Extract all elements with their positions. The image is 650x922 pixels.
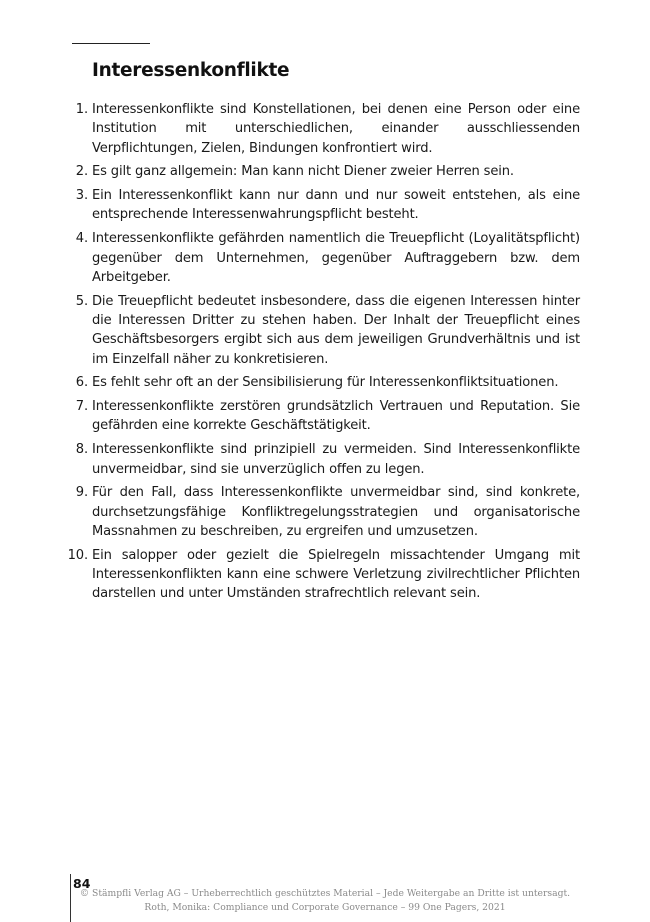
list-item <box>75 483 580 541</box>
list-item-text: Interessenkonflikte sind prinzipiell zu vermeiden. Sind Interessenkonflikte unvermeidbar, sind sie unverzüglich offen zu legen. <box>92 442 580 477</box>
list-item-text: Es fehlt sehr oft an der Sensibilisierung für Interessenkonfliktsituationen. <box>92 375 559 391</box>
list-item-text: Für den Fall, dass Interessenkonflikte unvermeidbar sind, sind konkrete, durchsetzungsfähige Konfliktregelungsstrategien und organisatorische Massnahmen zu beschreiben, zu ergreifen und umzusetzen. <box>92 485 580 539</box>
list-item-text: Interessenkonflikte sind Konstellationen, bei denen eine Person oder eine Institution mit unterschiedlichen, einander ausschliessenden Verpflichtungen, Zielen, Bindungen konfrontiert wird. <box>92 102 580 156</box>
list-item <box>67 546 580 604</box>
list-item-text: Ein salopper oder gezielt die Spielregeln missachtender Umgang mit Interessenkonflikten kann eine schwere Verletzung zivilrechtlicher Pflichten darstellen und unter Umständen strafrechtlich relevant sein. <box>92 547 580 602</box>
list-item <box>75 100 580 158</box>
list-item-number: 1. <box>75 102 88 117</box>
top-rule <box>72 43 150 44</box>
list-item-number: 7. <box>75 399 88 415</box>
list-item <box>75 162 580 181</box>
list-item-number: 6. <box>75 375 88 391</box>
list-item <box>75 440 580 479</box>
list-item-number: 5. <box>75 293 88 309</box>
page-title: Interessenkonflikte <box>92 60 290 81</box>
list-item <box>75 292 580 369</box>
page-margin-rule <box>70 874 71 922</box>
list-item-text: Es gilt ganz allgemein: Man kann nicht Diener zweier Herren sein. <box>92 164 514 180</box>
list-item-text: Interessenkonflikte gefährden namentlich die Treuepflicht (Loyalitätspflicht) gegenüber dem Unternehmen, gegenüber Auftraggebern bzw. dem Arbeitgeber. <box>92 231 580 285</box>
copyright-notice <box>75 887 575 915</box>
list-item-text: Die Treuepflicht bedeutet insbesondere, dass die eigenen Interessen hinter die Interessen Dritter zu stehen haben. Der Inhalt der Treuepflicht eines Geschäftsbesorgers ergibt sich aus dem jeweiligen Grundverhältnis und ist im Einzelfall näher zu konkretisieren. <box>92 293 580 367</box>
citation-line: Roth, Monika: Compliance und Corporate Governance – 99 One Pagers, 2021 <box>144 902 506 913</box>
copyright-line: © Stämpfli Verlag AG – Urheberrechtlich geschütztes Material – Jede Weitergabe an Dritte ist untersagt. <box>79 888 571 899</box>
list-item <box>75 186 580 225</box>
list-item <box>75 397 580 436</box>
page-number: 84 <box>73 876 91 891</box>
list-item-number: 10. <box>67 547 88 563</box>
list-item-number: 4. <box>75 231 88 247</box>
list-item <box>75 229 580 287</box>
list-item-text: Ein Interessenkonflikt kann nur dann und nur soweit entstehen, als eine entsprechende Interessenwahrungspflicht besteht. <box>92 188 580 223</box>
list-item-number: 8. <box>75 442 88 458</box>
list-item <box>75 373 580 392</box>
list-item-number: 2. <box>75 164 88 180</box>
numbered-list <box>67 100 580 608</box>
list-item-text: Interessenkonflikte zerstören grundsätzlich Vertrauen und Reputation. Sie gefährden eine korrekte Geschäftstätigkeit. <box>92 399 580 434</box>
list-item-number: 3. <box>75 188 88 204</box>
list-item-number: 9. <box>75 485 88 501</box>
